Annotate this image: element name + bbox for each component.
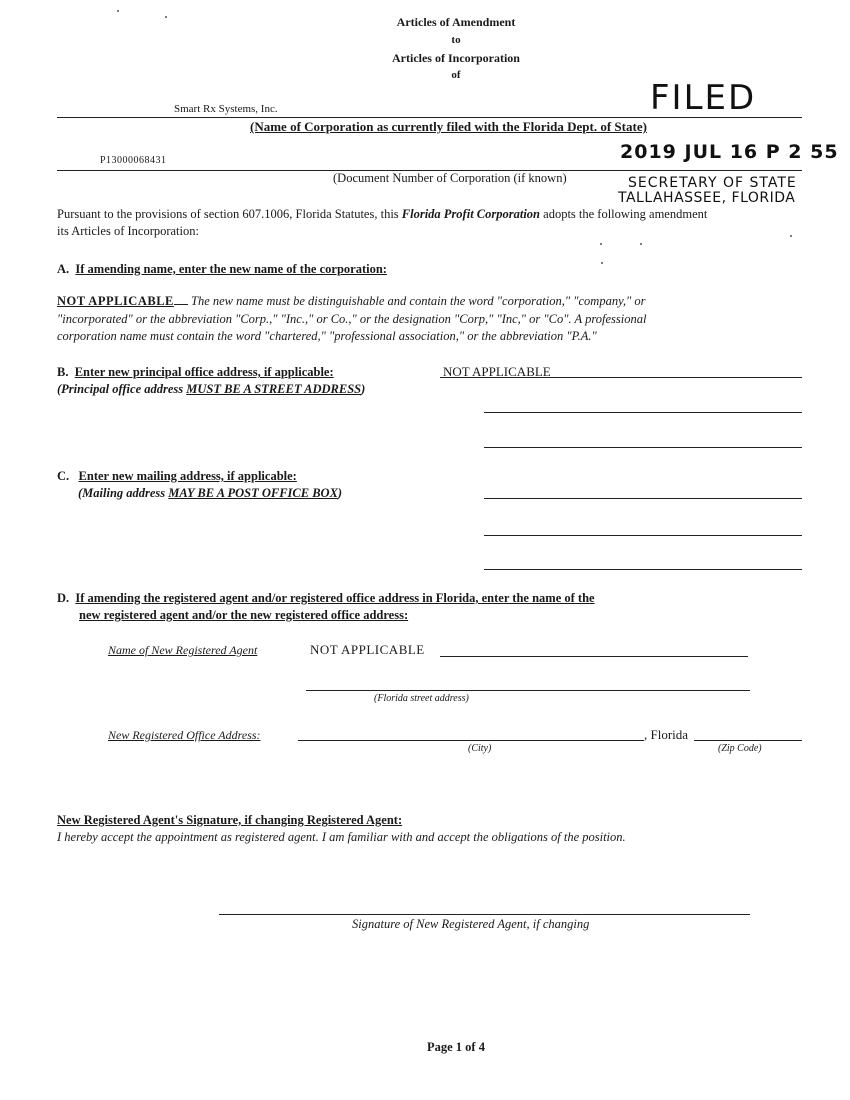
section-a-note-line2: "incorporated" or the abbreviation "Corp.," "Inc.," or Co.," or the designation "Corp," "Inc," or "Co". A professional <box>57 312 647 326</box>
section-c-note-emph: MAY BE A POST OFFICE BOX <box>168 486 338 500</box>
section-d-agent-label: Name of New Registered Agent <box>108 643 258 657</box>
scan-speck <box>790 235 792 237</box>
filed-stamp-date: 2019 JUL 16 P 2 55 <box>620 141 839 163</box>
intro-entity-type: Florida Profit Corporation <box>401 207 541 221</box>
section-b-line-2 <box>484 412 802 413</box>
corporation-name-caption: (Name of Corporation as currently filed with the Florida Dept. of State) <box>250 119 647 134</box>
section-d-letter: D. <box>57 591 70 605</box>
document-number-caption: (Document Number of Corporation (if known) <box>333 171 567 185</box>
section-b-note-pre: (Principal office address <box>57 382 187 396</box>
section-a-heading-text: If amending name, enter the new name of the corporation: <box>75 262 387 276</box>
document-title-line3: Articles of Incorporation <box>392 51 520 65</box>
section-a-note-line3: corporation name must contain the word "chartered," "professional association," or the abbreviation "P.A." <box>57 329 597 343</box>
stamp-office-line2: TALLAHASSEE, FLORIDA <box>618 190 796 206</box>
intro-post: adopts the following amendment <box>540 207 708 221</box>
signature-acceptance-text: I hereby accept the appointment as registered agent. I am familiar with and accept the obligations of the position. <box>57 830 626 844</box>
section-d-heading <box>57 591 595 606</box>
signature-caption: Signature of New Registered Agent, if changing <box>352 917 590 931</box>
document-title-line2: to <box>451 34 461 46</box>
section-d-zip-line <box>694 740 802 741</box>
scan-speck <box>601 262 603 264</box>
section-d-street-line <box>306 690 750 691</box>
section-c-heading-text: Enter new mailing address, if applicable: <box>78 469 297 483</box>
section-c-note-pre: (Mailing address <box>78 486 169 500</box>
section-c-line-2 <box>484 535 802 536</box>
intro-line2: its Articles of Incorporation: <box>57 224 199 238</box>
section-c-line-1 <box>484 498 802 499</box>
section-c-heading <box>57 469 297 484</box>
section-d-zip-caption: (Zip Code) <box>718 743 762 754</box>
document-title-line1: Articles of Amendment <box>396 15 516 29</box>
scan-speck <box>117 10 119 12</box>
section-b-heading <box>57 365 334 380</box>
stamp-office-line1: SECRETARY OF STATE <box>628 175 797 191</box>
section-d-agent-value: NOT APPLICABLE <box>310 642 425 657</box>
section-b-letter: B. <box>57 365 69 379</box>
section-b-line-3 <box>484 447 802 448</box>
scan-speck <box>600 243 602 245</box>
section-b-answer: NOT APPLICABLE <box>443 364 551 379</box>
section-b-note-post: ) <box>361 382 366 396</box>
section-d-city-caption: (City) <box>468 743 492 754</box>
signature-line <box>219 914 750 915</box>
section-a-note-line1 <box>57 294 817 309</box>
section-a-answer: NOT APPLICABLE <box>57 294 174 308</box>
section-c-line-3 <box>484 569 802 570</box>
section-b-line-1 <box>440 377 802 378</box>
section-d-heading-line1: If amending the registered agent and/or registered office address in Florida, enter the name of the <box>75 591 595 605</box>
section-d-office-label: New Registered Office Address: <box>108 728 261 742</box>
section-c-note <box>78 486 342 501</box>
section-b-note <box>57 382 365 397</box>
filed-stamp: FILED <box>650 78 757 118</box>
section-d-state: , Florida <box>644 727 689 742</box>
section-c-note-post: ) <box>337 486 343 500</box>
document-title-line4: of <box>451 69 461 81</box>
section-c-letter: C. <box>57 469 70 483</box>
scan-speck <box>640 243 642 245</box>
signature-heading: New Registered Agent's Signature, if changing Registered Agent: <box>57 813 403 827</box>
document-number: P13000068431 <box>100 155 167 166</box>
intro-pre: Pursuant to the provisions of section 607.1006, Florida Statutes, this <box>57 207 402 221</box>
section-d-street-caption: (Florida street address) <box>374 693 469 704</box>
section-b-note-emph: MUST BE A STREET ADDRESS <box>186 382 362 396</box>
section-d-agent-line <box>440 656 748 657</box>
section-d-city-line <box>298 740 644 741</box>
section-a-note-text1: The new name must be distinguishable and contain the word "corporation," "company," or <box>191 294 646 308</box>
corporation-name: Smart Rx Systems, Inc. <box>174 103 278 115</box>
section-b-heading-text: Enter new principal office address, if applicable: <box>74 365 334 379</box>
section-a-letter: A. <box>57 262 70 276</box>
page-number: Page 1 of 4 <box>427 1040 485 1054</box>
corporation-name-rule <box>57 117 802 118</box>
intro-line1 <box>57 207 850 222</box>
section-a-heading <box>57 262 387 277</box>
section-d-heading-line2: new registered agent and/or the new registered office address: <box>79 608 409 622</box>
